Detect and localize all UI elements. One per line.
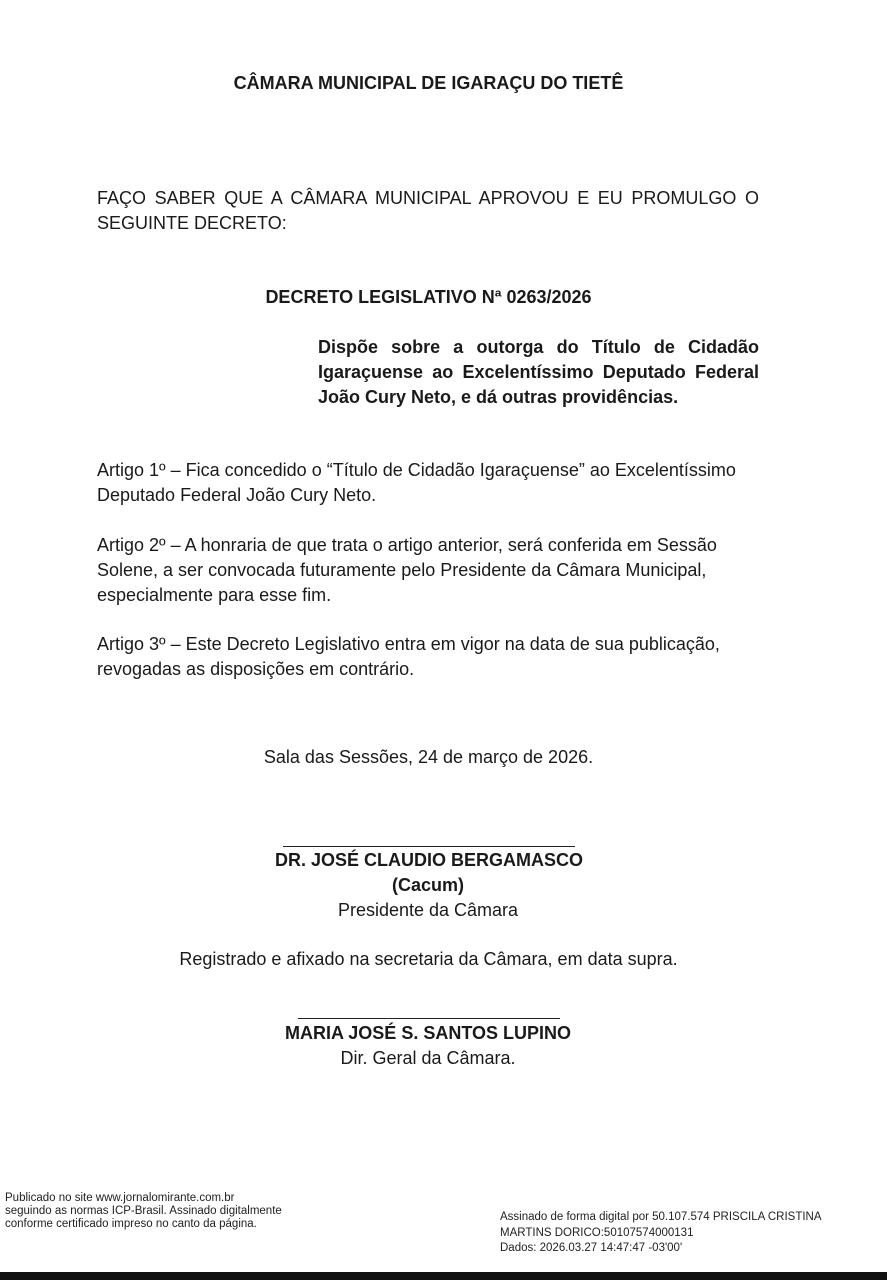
president-name: DR. JOSÉ CLAUDIO BERGAMASCO	[274, 850, 584, 870]
digital-signature-line-2: MARTINS DORICO:50107574000131	[500, 1226, 694, 1239]
president-nickname: (Cacum)	[391, 875, 464, 895]
decree-title: DECRETO LEGISLATIVO Nª 0263/2026	[265, 287, 592, 307]
digital-signature-stamp	[500, 1210, 880, 1257]
publication-notice-line-1: Publicado no site www.jornalomirante.com.br	[5, 1192, 235, 1204]
signature-line-president	[283, 846, 575, 847]
promulgation-intro: FAÇO SABER QUE A CÂMARA MUNICIPAL APROVOU E EU PROMULGO O SEGUINTE DECRETO:	[97, 188, 759, 233]
publication-notice	[5, 1192, 335, 1231]
signature-line-director	[298, 1018, 560, 1019]
institution-header: CÂMARA MUNICIPAL DE IGARAÇU DO TIETÊ	[233, 73, 624, 93]
digital-signature-line-1: Assinado de forma digital por 50.107.574 PRISCILA CRISTINA	[500, 1211, 822, 1223]
decree-summary: Dispõe sobre a outorga do Título de Cidadão Igaraçuense ao Excelentíssimo Deputado Federal João Cury Neto, e dá outras providências.	[318, 337, 759, 407]
publication-notice-line-3: conforme certificado impreso no canto da página.	[5, 1218, 257, 1230]
director-name: MARIA JOSÉ S. SANTOS LUPINO	[284, 1023, 572, 1043]
article-2: Artigo 2º – A honraria de que trata o artigo anterior, será conferida em Sessão Solene, a ser convocada futuramente pelo Presidente da Câmara Municipal, especialmente para esse fim.	[97, 535, 717, 605]
director-role: Dir. Geral da Câmara.	[340, 1048, 516, 1068]
article-1: Artigo 1º – Fica concedido o “Título de Cidadão Igaraçuense” ao Excelentíssimo Deputado Federal João Cury Neto.	[97, 460, 736, 505]
bottom-edge-bar	[0, 1272, 887, 1280]
president-role: Presidente da Câmara	[337, 900, 519, 920]
digital-signature-line-3: Dados: 2026.03.27 14:47:47 -03'00'	[500, 1242, 683, 1254]
session-place-date: Sala das Sessões, 24 de março de 2026.	[263, 747, 594, 767]
publication-notice-line-2: seguindo as normas ICP-Brasil. Assinado digitalmente	[5, 1205, 282, 1217]
article-3: Artigo 3º – Este Decreto Legislativo entra em vigor na data de sua publicação, revogadas as disposições em contrário.	[97, 634, 720, 679]
registration-note: Registrado e afixado na secretaria da Câmara, em data supra.	[179, 949, 678, 969]
